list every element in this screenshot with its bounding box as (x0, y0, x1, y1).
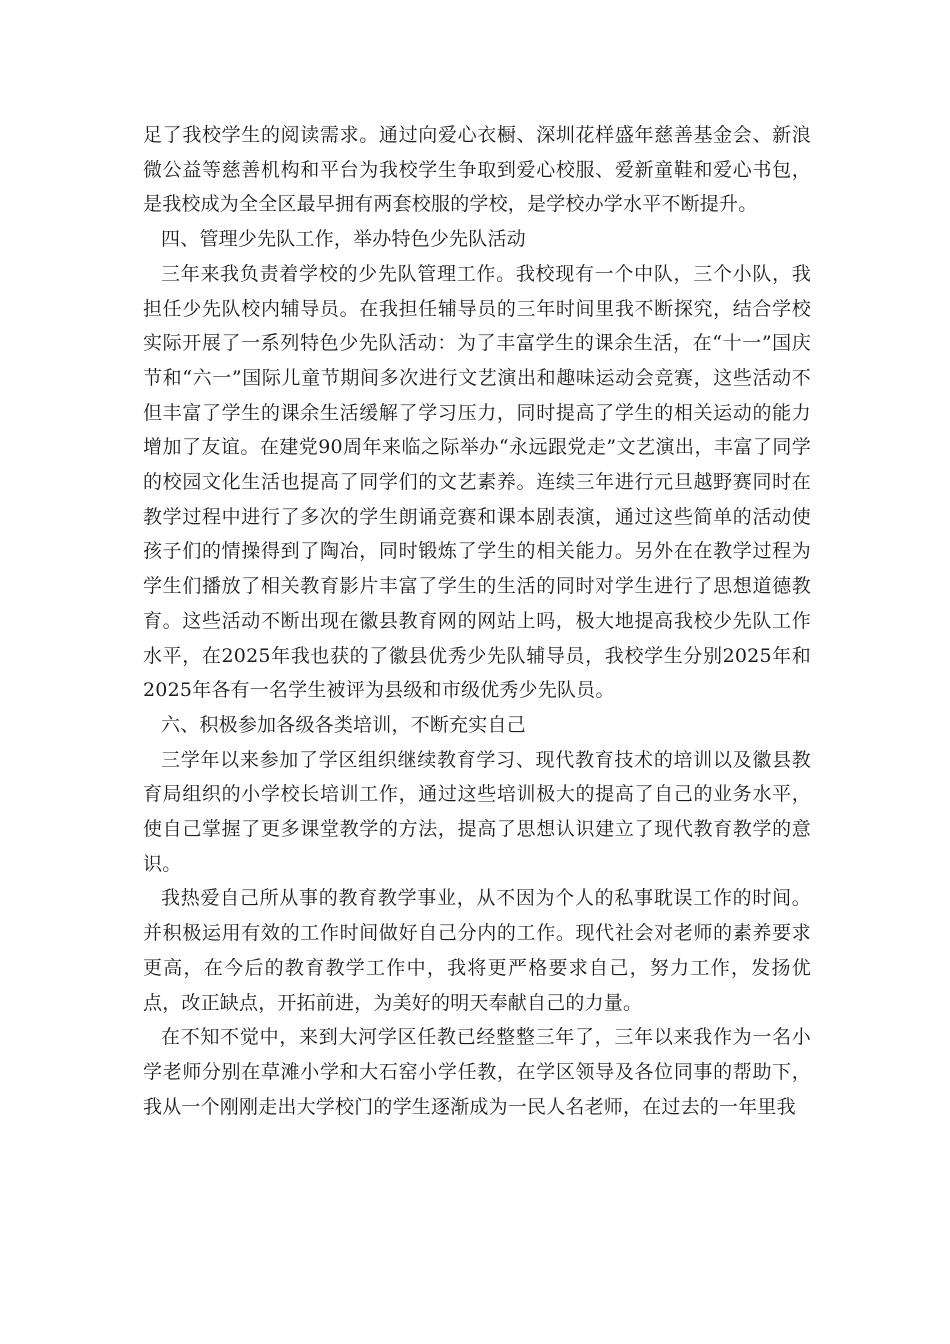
paragraph-reading-needs: 足了我校学生的阅读需求。通过向爱心衣橱、深圳花样盛年慈善基金会、新浪微公益等慈善机构和平台为我校学生争取到爱心校服、爱新童鞋和爱心书包，是我校成为全全区最早拥有两套校服的学校，是学校办学水平不断提升。 (143, 124, 811, 216)
paragraph-training: 三学年以来参加了学区组织继续教育学习、现代教育技术的培训以及徽县教育局组织的小学校长培训工作，通过这些培训极大的提高了自己的业务水平，使自己掌握了更多课堂教学的方法，提高了思想认识建立了现代教育教学的意识。 (143, 748, 811, 875)
paragraph-young-pioneers-work: 三年来我负责着学校的少先队管理工作。我校现有一个中队，三个小队，我担任少先队校内辅导员。在我担任辅导员的三年时间里我不断探究，结合学校实际开展了一系列特色少先队活动：为了丰富学生的课余生活，在“十一”国庆节和“六一”国际儿童节期间多次进行文艺演出和趣味运动会竞赛，这些活动不但丰富了学生的课余生活缓解了学习压力，同时提高了学生的相关运动的能力增加了友谊。在建党90周年来临之际举办“永远跟党走”文艺演出，丰富了同学的校园文化生活也提高了同学们的文艺素养。连续三年进行元旦越野赛同时在教学过程中进行了多次的学生朗诵竞赛和课本剧表演，通过这些简单的活动使孩子们的情操得到了陶冶，同时锻炼了学生的相关能力。另外在在教学过程为学生们播放了相关教育影片丰富了学生的生活的同时对学生进行了思想道德教育。这些活动不断出现在徽县教育网的网站上吗，极大地提高我校少先队工作水平，在2025年我也获的了徽县优秀少先队辅导员，我校学生分别2025年和2025年各有一名学生被评为县级和市级优秀少先队员。 (143, 262, 811, 702)
section-heading-training: 六、积极参加各级各类培训，不断充实自己 (161, 713, 526, 736)
document-body (143, 118, 811, 1124)
section-heading-young-pioneers: 四、管理少先队工作，举办特色少先队活动 (161, 228, 526, 251)
paragraph-three-years: 在不知不觉中，来到大河学区任教已经整整三年了，三年以来我作为一名小学老师分别在草滩小学和大石窑小学任教，在学区领导及各位同事的帮助下，我从一个刚刚走出大学校门的学生逐渐成为一民人名老师，在过去的一年里我 (143, 1026, 811, 1118)
paragraph-dedication: 我热爱自己所从事的教育教学事业，从不因为个人的私事耽误工作的时间。并积极运用有效的工作时间做好自己分内的工作。现代社会对老师的素养要求更高，在今后的教育教学工作中，我将更严格要求自己，努力工作，发扬优点，改正缺点，开拓前进，为美好的明天奉献自己的力量。 (143, 887, 811, 1014)
